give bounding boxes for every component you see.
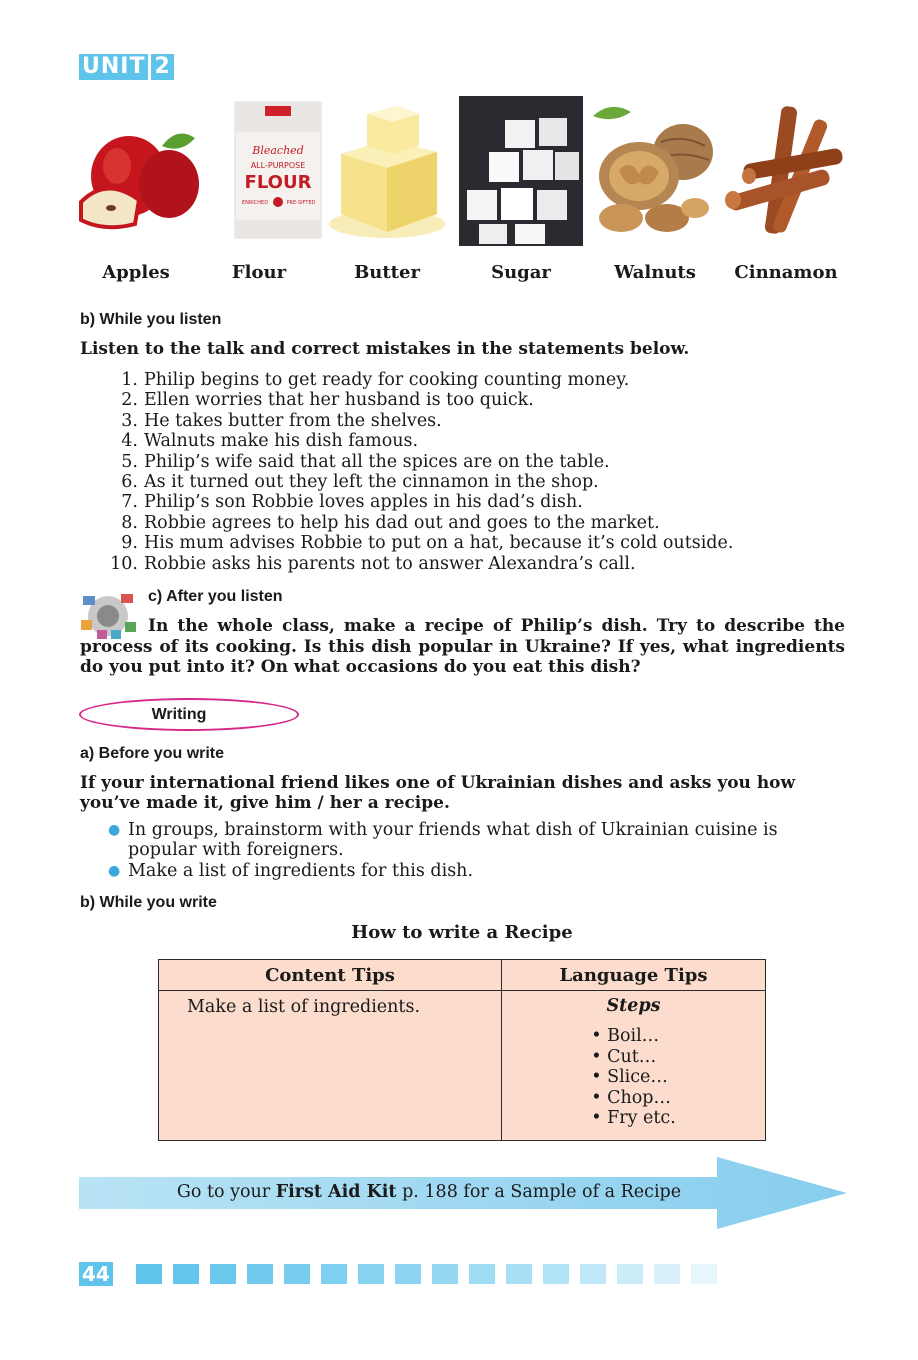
list-item: 2. Ellen worries that her husband is too quick.: [121, 390, 534, 411]
list-item: • Fry etc.: [591, 1108, 676, 1128]
sugar-cubes-image: [459, 96, 583, 246]
steps-heading: Steps: [606, 996, 661, 1016]
after-listen-heading: c) After you listen: [148, 588, 283, 605]
list-item: • Chop…: [591, 1087, 671, 1108]
before-write-heading: a) Before you write: [80, 745, 225, 762]
unit-word: UNIT: [79, 54, 148, 80]
content-tip-cell: Make a list of ingredients.: [159, 991, 502, 1141]
unit-number: 2: [151, 54, 173, 80]
list-item: 9. His mum advises Robbie to put on a hat, because it’s cold outside.: [121, 533, 734, 554]
page-number: 44: [79, 1262, 113, 1286]
list-item: 5. Philip’s wife said that all the spices are on the table.: [121, 451, 610, 472]
label-walnuts: Walnuts: [614, 262, 696, 283]
label-butter: Butter: [354, 262, 420, 283]
language-tip-cell: [502, 991, 766, 1141]
unit-badge: [79, 54, 174, 80]
list-item: 3. He takes butter from the shelves.: [121, 410, 442, 431]
first-aid-text: Go to your First Aid Kit p. 188 for a Sample of a Recipe: [176, 1182, 682, 1202]
while-write-heading: b) While you write: [80, 894, 217, 911]
flour-text-presifted: PRE-SIFTED: [286, 200, 316, 206]
ingredient-images: [77, 96, 847, 246]
flour-bag-image: [219, 96, 343, 246]
recipe-table-title: How to write a Recipe: [351, 922, 573, 943]
listen-instruction: Listen to the talk and correct mistakes in the statements below.: [80, 339, 690, 359]
list-item: • Cut…: [591, 1046, 657, 1067]
list-item: 8. Robbie agrees to help his dad out and goes to the market.: [121, 512, 660, 533]
label-flour: Flour: [231, 262, 287, 283]
label-sugar: Sugar: [491, 262, 551, 283]
footer-decoration: [136, 1264, 717, 1284]
list-item: 6. As it turned out they left the cinnamon in the shop.: [121, 472, 599, 493]
list-item: ● In groups, brainstorm with your friends what dish of Ukrainian cuisine is popular with foreigners.: [108, 820, 778, 861]
list-item: 1. Philip begins to get ready for cooking counting money.: [121, 370, 630, 390]
steps-list: [591, 1026, 676, 1129]
label-cinnamon: Cinnamon: [734, 262, 838, 283]
flour-text-flour: FLOUR: [244, 172, 312, 193]
list-item: ● Make a list of ingredients for this dish.: [108, 860, 474, 881]
language-tips-header: Language Tips: [502, 960, 766, 991]
list-item: 7. Philip’s son Robbie loves apples in his dad’s dish.: [121, 492, 583, 513]
label-apples: Apples: [102, 262, 170, 283]
recipe-tips-table: [158, 959, 766, 1141]
butter-image: [327, 96, 451, 246]
brainstorm-bullets: [108, 820, 848, 881]
while-listen-heading: b) While you listen: [80, 311, 222, 328]
apples-image: [77, 96, 201, 246]
walnuts-image: [591, 96, 715, 246]
statements-list: [104, 370, 733, 574]
flour-text-enriched: ENRICHED: [241, 200, 269, 206]
content-tips-header: Content Tips: [159, 960, 502, 991]
flour-text-bleached: Bleached: [252, 144, 304, 157]
cinnamon-sticks-image: [723, 96, 847, 246]
list-item: • Boil…: [591, 1026, 660, 1046]
before-write-instruction: If your international friend likes one of Ukrainian dishes and asks you how you’ve made it, give him / her a recipe.: [80, 773, 796, 813]
after-listen-text: In the whole class, make a recipe of Philip’s dish. Try to describe the process of its cooking. Is this dish popular in Ukraine? If yes, what ingredients do you put into it? On what occasions do you eat this dish?: [80, 616, 845, 677]
list-item: 4. Walnuts make his dish famous.: [121, 431, 419, 452]
list-item: • Slice…: [591, 1067, 668, 1087]
list-item: 10. Robbie asks his parents not to answer Alexandra’s call.: [110, 553, 636, 574]
writing-section-label: Writing: [79, 698, 299, 731]
flour-text-purpose: ALL-PURPOSE: [250, 161, 306, 170]
